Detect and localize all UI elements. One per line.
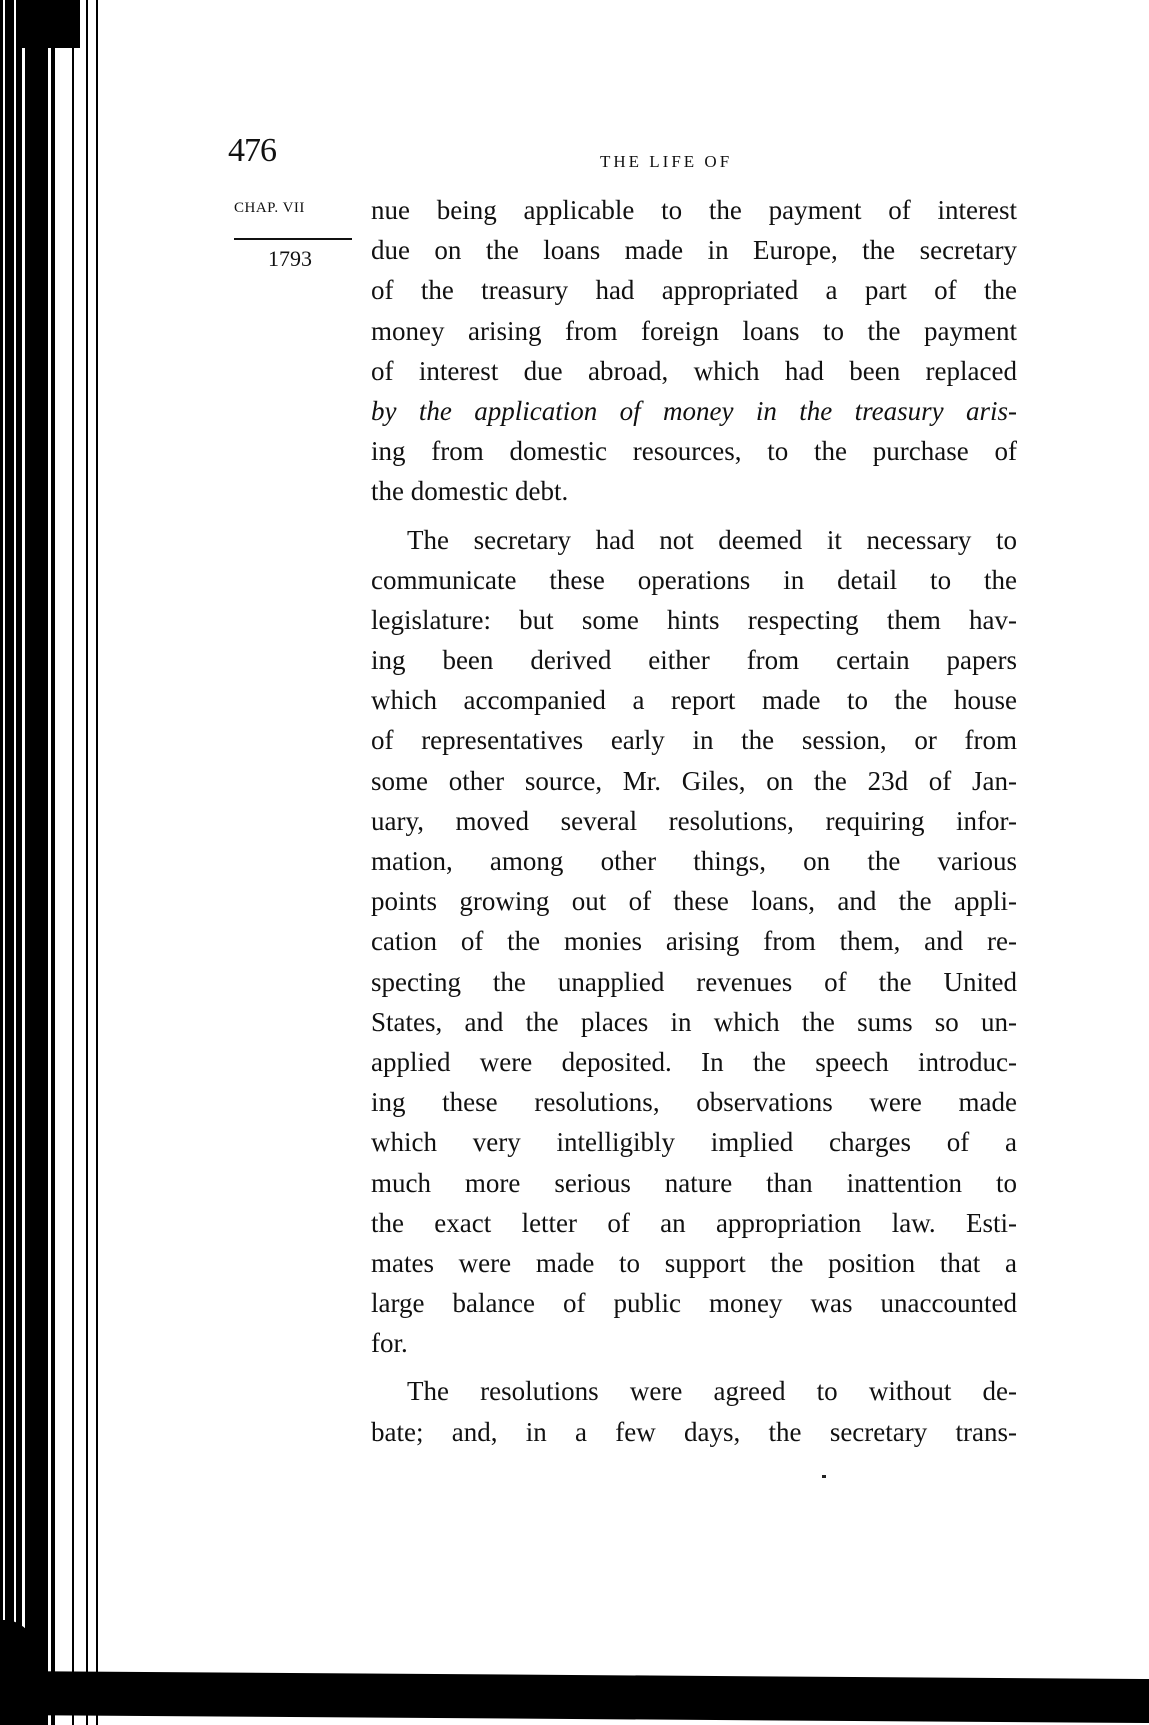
text-line: due on the loans made in Europe, the secretary bbox=[371, 235, 1017, 266]
text-line: mation, among other things, on the various bbox=[371, 846, 1017, 876]
text-line: of representatives early in the session, or from bbox=[371, 725, 1017, 756]
paragraph-gap bbox=[371, 1363, 1017, 1371]
scan-bottom-edge bbox=[0, 1671, 1149, 1723]
text-line: ing from domestic resources, to the purchase of bbox=[371, 436, 1017, 467]
text-line: which very intelligibly implied charges of a bbox=[371, 1127, 1017, 1158]
binding-shadow-top bbox=[18, 0, 80, 48]
margin-note-chapter: CHAP. VII bbox=[234, 200, 305, 216]
text-line: of the treasury had appropriated a part of the bbox=[371, 275, 1017, 306]
margin-note-year: 1793 bbox=[268, 246, 312, 271]
text-line: communicate these operations in detail to the bbox=[371, 564, 1017, 595]
paragraph-gap bbox=[371, 512, 1017, 520]
text-line: bate; and, in a few days, the secretary trans- bbox=[371, 1416, 1017, 1447]
text-line: applied were deposited. In the speech introduc- bbox=[371, 1046, 1017, 1077]
page-number: 476 bbox=[228, 132, 276, 169]
text-line: mates were made to support the position that a bbox=[371, 1247, 1017, 1278]
paragraph-3 bbox=[371, 1371, 1017, 1451]
text-line: specting the unapplied revenues of the United bbox=[371, 966, 1017, 997]
text-line: uary, moved several resolutions, requiring infor- bbox=[371, 805, 1017, 836]
book-binding-edge bbox=[0, 0, 108, 1725]
text-line: the exact letter of an appropriation law. Esti- bbox=[371, 1207, 1017, 1238]
text-line: points growing out of these loans, and the appli- bbox=[371, 886, 1017, 917]
text-line: much more serious nature than inattention to bbox=[371, 1167, 1017, 1198]
text-line: the domestic debt. bbox=[371, 476, 569, 507]
running-head: THE LIFE OF bbox=[600, 152, 733, 171]
text-line: large balance of public money was unaccounted bbox=[371, 1288, 1017, 1319]
paragraph-1 bbox=[371, 190, 1017, 512]
paragraph-2 bbox=[371, 520, 1017, 1364]
text-line: ing these resolutions, observations were made bbox=[371, 1087, 1017, 1118]
text-line: cation of the monies arising from them, and re- bbox=[371, 926, 1017, 957]
text-line: nue being applicable to the payment of interest bbox=[371, 195, 1017, 225]
scan-speck bbox=[822, 1475, 826, 1478]
text-line: of interest due abroad, which had been replaced bbox=[371, 355, 1017, 386]
text-line: The resolutions were agreed to without de- bbox=[407, 1376, 1017, 1407]
body-text bbox=[371, 190, 1017, 1452]
margin-note-rule bbox=[234, 238, 352, 240]
text-line: ing been derived either from certain papers bbox=[371, 645, 1017, 676]
text-line-italic: by the application of money in the treasury aris- bbox=[371, 395, 1017, 426]
text-line: money arising from foreign loans to the payment bbox=[371, 315, 1017, 346]
text-line: some other source, Mr. Giles, on the 23d of Jan- bbox=[371, 765, 1017, 796]
text-line: The secretary had not deemed it necessary to bbox=[407, 524, 1017, 555]
text-line: which accompanied a report made to the house bbox=[371, 685, 1017, 716]
text-line: States, and the places in which the sums so un- bbox=[371, 1006, 1017, 1037]
text-line: for. bbox=[371, 1328, 408, 1359]
text-line: legislature: but some hints respecting them hav- bbox=[371, 604, 1017, 635]
